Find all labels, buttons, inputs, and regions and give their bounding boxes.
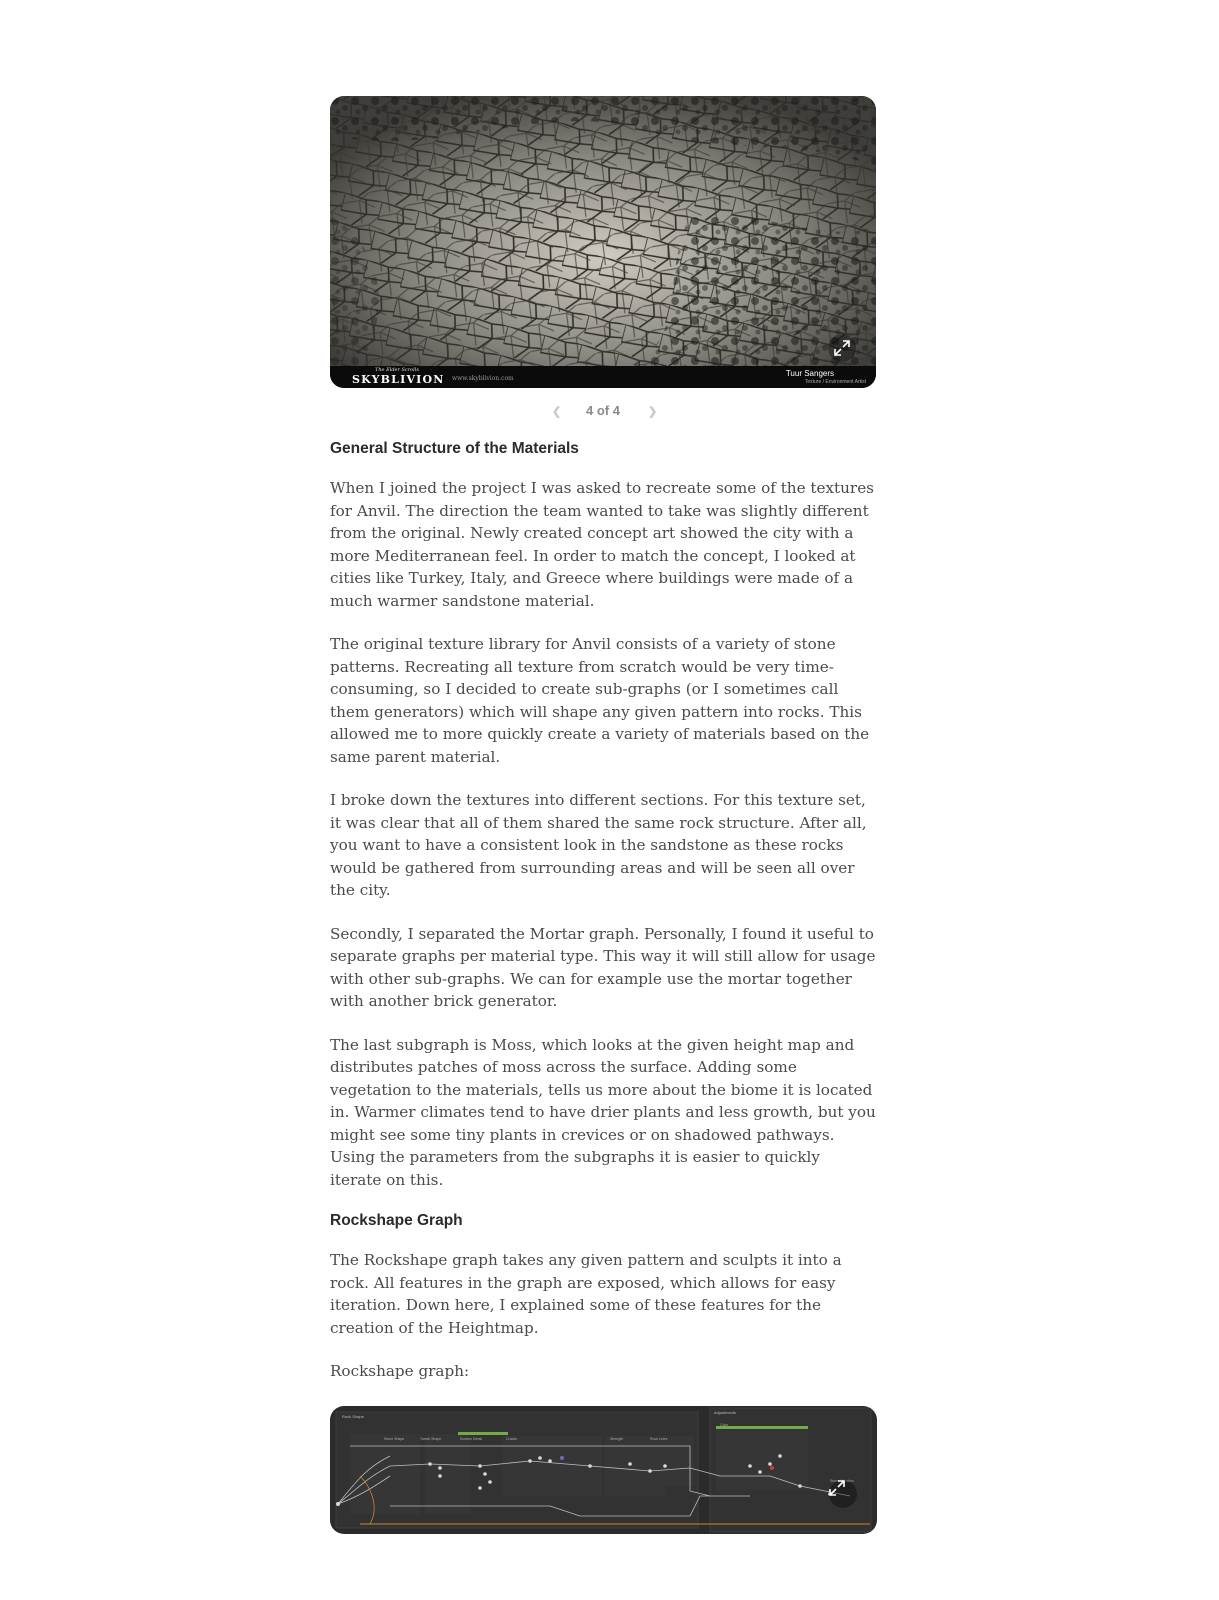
- paragraph: The Rockshape graph takes any given pattern and sculpts it into a rock. All features in the graph are exposed, which allows for easy iteration. Down here, I explained some of these features for the creation of the Heightmap.: [330, 1251, 842, 1337]
- paragraph: The original texture library for Anvil consists of a variety of stone patterns. Recreating all texture from scratch would be very time-consuming, so I decided to create sub-graphs (or I sometimes call them generators) which will shape any given pattern into rocks. This allowed me to more quickly create a variety of materials based on the same parent material.: [330, 635, 870, 766]
- graph-group-label: Strength: [610, 1436, 624, 1441]
- banner-subtitle: The Elder Scrolls: [375, 367, 419, 373]
- banner-author-role: Texture / Environment Artist: [804, 379, 866, 385]
- graph-group-label: Color: [720, 1422, 729, 1427]
- chevron-left-icon[interactable]: ❮: [552, 406, 562, 418]
- rockshape-graph-image[interactable]: [330, 1406, 877, 1534]
- expand-image-button[interactable]: [828, 334, 856, 362]
- banner-author: Tuur Sangers: [785, 369, 834, 378]
- texture-carousel-image[interactable]: [330, 96, 876, 388]
- article-column: [330, 96, 876, 1534]
- graph-group-label: Stone Variation: [830, 1478, 854, 1483]
- section-heading: Rockshape Graph: [330, 1212, 463, 1229]
- graph-frame-label: Adjustments: [714, 1409, 737, 1415]
- paragraph: Secondly, I separated the Mortar graph. Personally, I found it useful to separate graphs per material type. This way it will still allow for usage with other sub-graphs. We can for example use the mortar together with another brick generator.: [330, 924, 876, 1010]
- image-banner: [330, 366, 876, 388]
- carousel-count: 4 of 4: [586, 403, 620, 418]
- banner-website: www.skyblivion.com: [452, 375, 514, 382]
- banner-logo-text: SKYBLIVION: [352, 373, 445, 386]
- section-heading: General Structure of the Materials: [330, 440, 579, 457]
- graph-group-label: Cracks: [506, 1436, 517, 1441]
- expand-image-button[interactable]: [829, 1480, 857, 1508]
- paragraph: The last subgraph is Moss, which looks at the given height map and distributes patches of moss across the surface. Adding some vegetation to the materials, tells us more about the biome it is located in. Warmer climates tend to have drier plants and less growth, but you might see some tiny plants in crevices or on shadowed pathways. Using the parameters from the subgraphs it is easier to quickly iterate on this.: [330, 1035, 876, 1189]
- graph-frame-label: Rock Shape: [342, 1413, 364, 1419]
- graph-group-label: Surface Detail: [460, 1436, 482, 1441]
- graph-group-label: Tweak Shape: [420, 1436, 442, 1441]
- graph-group-label: Rock Lines: [650, 1436, 668, 1441]
- expand-icon: [829, 1480, 845, 1496]
- paragraph: I broke down the textures into different sections. For this texture set, it was clear that all of them shared the same rock structure. After all, you want to have a consistent look in the sandstone as these rocks would be gathered from surrounding areas and will be seen all over the city.: [330, 791, 867, 899]
- stone-pavement-image: [330, 96, 876, 388]
- node-graph-picture: [330, 1406, 877, 1534]
- expand-icon: [834, 340, 850, 356]
- graph-group-label: Stone Shape: [384, 1436, 405, 1441]
- paragraph: When I joined the project I was asked to recreate some of the textures for Anvil. The direction the team wanted to take was slightly different from the original. Newly created concept art showed the city with a more Mediterranean feel. In order to match the concept, I looked at cities like Turkey, Italy, and Greece where buildings were made of a much warmer sandstone material.: [330, 479, 874, 610]
- chevron-right-icon[interactable]: ❯: [648, 406, 658, 418]
- paragraph: Rockshape graph:: [330, 1362, 470, 1380]
- carousel-pager: [330, 400, 876, 430]
